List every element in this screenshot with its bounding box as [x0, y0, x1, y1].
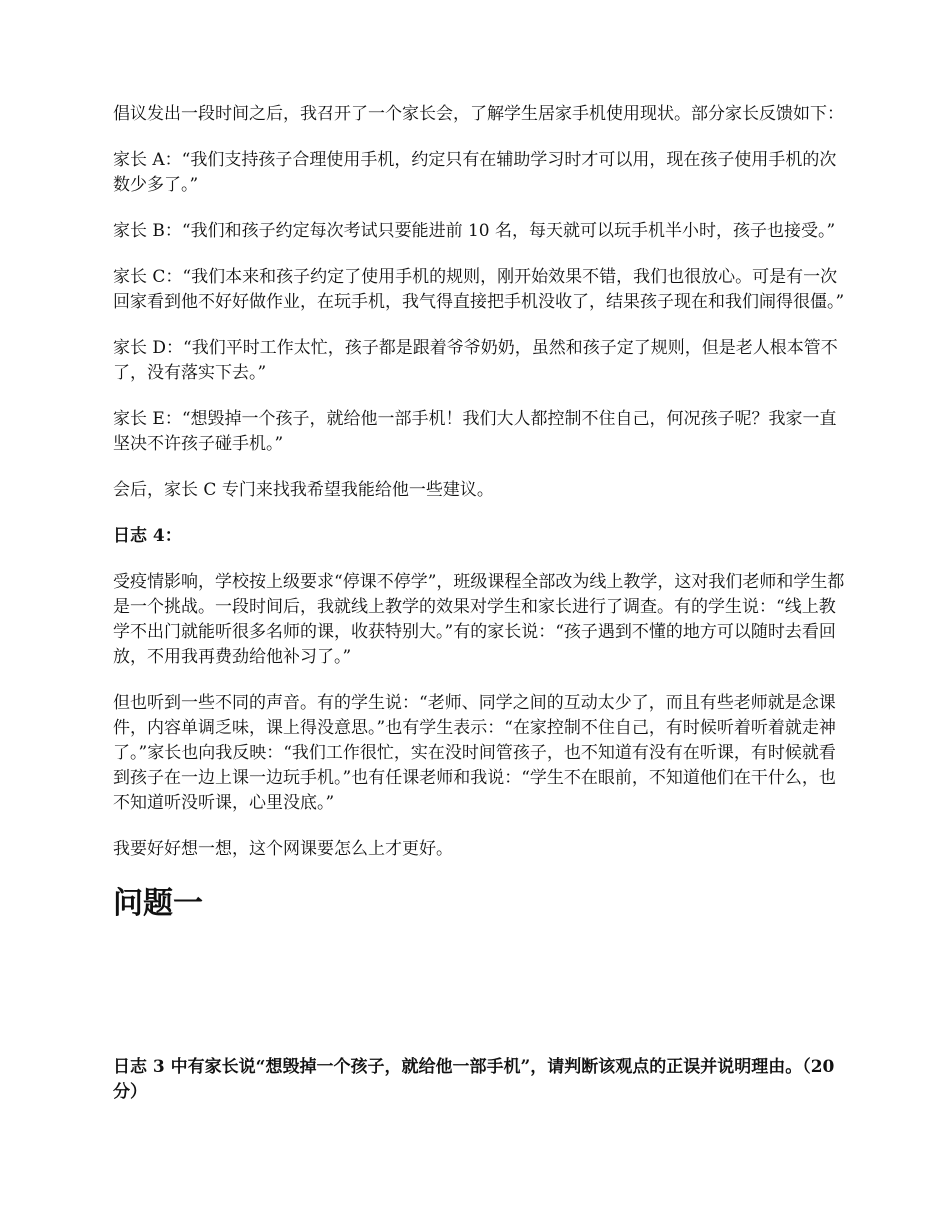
parent-d-feedback: 家长 D：“我们平时工作太忙，孩子都是跟着爷爷奶奶，虽然和孩子定了规则，但是老人根本管不了，没有落实下去。” — [113, 338, 838, 383]
document-body — [113, 102, 845, 925]
after-meeting-note: 会后，家长 C 专门来找我希望我能给他一些建议。 — [113, 480, 494, 500]
log4-heading: 日志 4： — [113, 526, 182, 546]
log4-paragraph-3: 我要好好想一想，这个网课要怎么上才更好。 — [113, 839, 453, 859]
log4-paragraph-1: 受疫情影响，学校按上级要求“停课不停学”，班级课程全部改为线上教学，这对我们老师和学生都是一个挑战。一段时间后，我就线上教学的效果对学生和家长进行了调查。有的学生说：“线上教学不出门就能听很多名师的课，收获特别大。”有的家长说：“孩子遇到不懂的地方可以随时去看回放，不用我再费劲给他补习了。” — [113, 572, 845, 667]
question-prompt: 日志 3 中有家长说“想毁掉一个孩子，就给他一部手机”，请判断该观点的正误并说明理由。（20 分） — [113, 1057, 835, 1102]
parent-b-feedback: 家长 B：“我们和孩子约定每次考试只要能进前 10 名，每天就可以玩手机半小时，孩子也接受。” — [113, 221, 836, 241]
log4-paragraph-2: 但也听到一些不同的声音。有的学生说：“老师、同学之间的互动太少了，而且有些老师就是念课件，内容单调乏味，课上得没意思。”也有学生表示：“在家控制不住自己，有时候听着听着就走神了。”家长也向我反映：“我们工作很忙，实在没时间管孩子，也不知道有没有在听课，有时候就看到孩子在一边上课一边玩手机。”也有任课老师和我说：“学生不在眼前，不知道他们在干什么，也不知道听没听课，心里没底。” — [113, 693, 836, 813]
parent-c-feedback: 家长 C：“我们本来和孩子约定了使用手机的规则，刚开始效果不错，我们也很放心。可是有一次回家看到他不好好做作业，在玩手机，我气得直接把手机没收了，结果孩子现在和我们闹得很僵。” — [113, 267, 845, 312]
section-title: 问题一 — [113, 886, 203, 921]
parent-a-feedback: 家长 A：“我们支持孩子合理使用手机，约定只有在辅助学习时才可以用，现在孩子使用手机的次数少多了。” — [113, 150, 837, 195]
parent-e-feedback: 家长 E：“想毁掉一个孩子，就给他一部手机！我们大人都控制不住自己，何况孩子呢？我家一直坚决不许孩子碰手机。” — [113, 409, 837, 454]
log3-intro: 倡议发出一段时间之后，我召开了一个家长会，了解学生居家手机使用现状。部分家长反馈如下： — [113, 104, 844, 124]
